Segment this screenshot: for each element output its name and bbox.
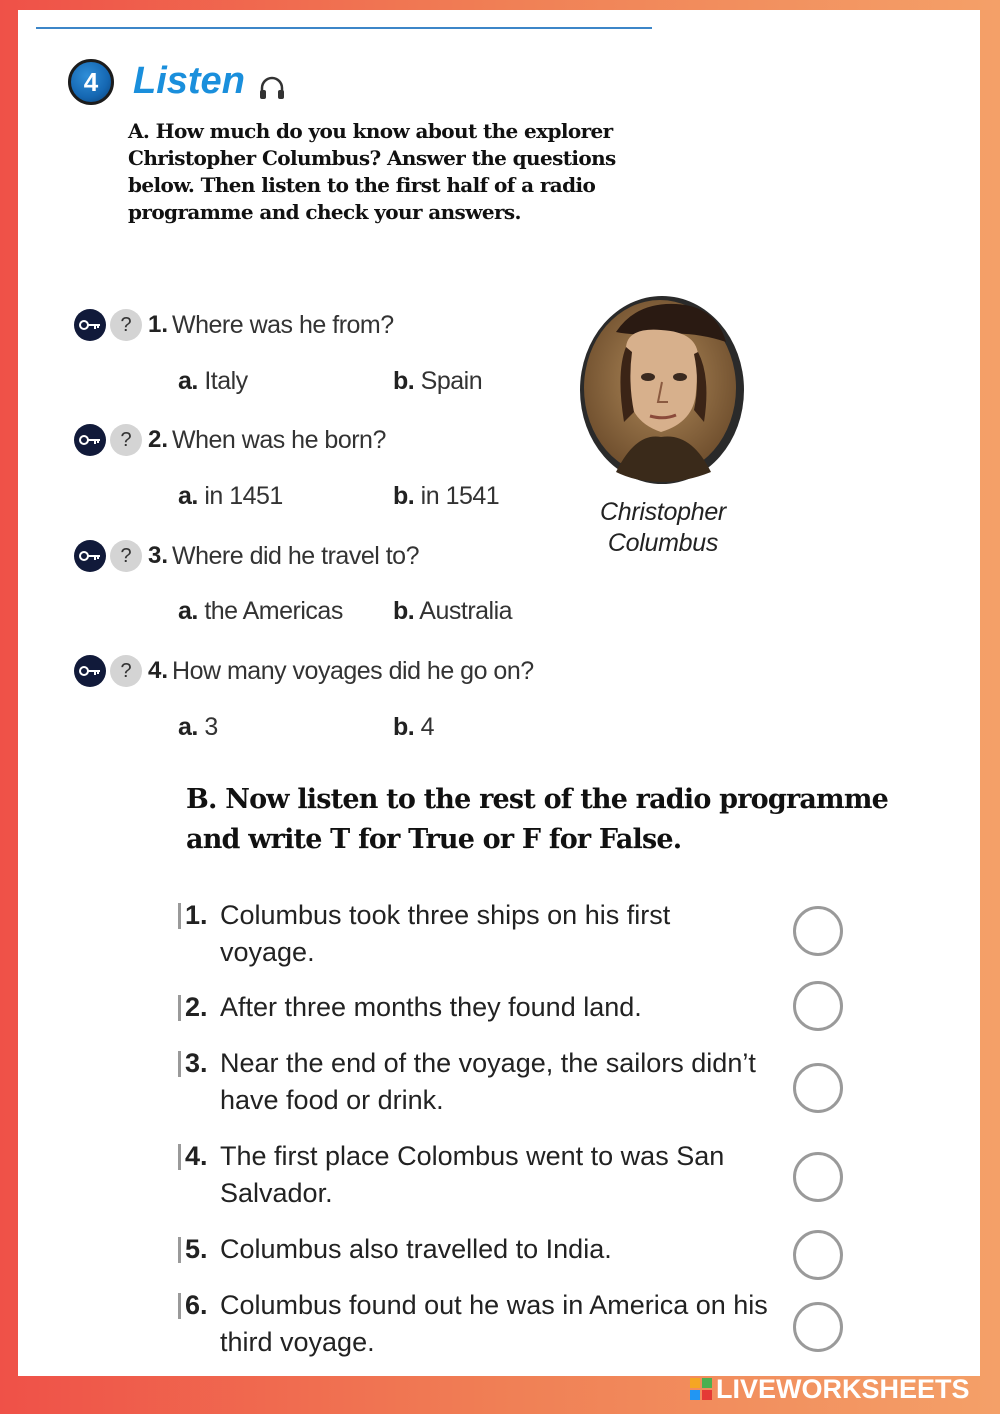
statement-number: 4. bbox=[185, 1141, 208, 1171]
statement-marker bbox=[178, 1144, 181, 1170]
liveworksheets-logo[interactable] bbox=[690, 1374, 970, 1404]
key-icon[interactable] bbox=[74, 540, 106, 572]
statement-marker bbox=[178, 1051, 181, 1077]
question-mark-icon[interactable]: ? bbox=[110, 424, 142, 456]
question-number: 4. bbox=[148, 657, 169, 684]
statement-row bbox=[178, 1138, 768, 1212]
statement-marker bbox=[178, 1293, 181, 1319]
part-b-line: and write T for True or F for False. bbox=[186, 824, 682, 855]
option-a bbox=[178, 367, 248, 396]
statement-row bbox=[178, 1231, 768, 1268]
option-text: Australia bbox=[419, 597, 513, 625]
answer-circle[interactable] bbox=[793, 981, 843, 1031]
question-text: How many voyages did he go on? bbox=[172, 656, 534, 685]
statement-text: Columbus found out he was in America on his third voyage. bbox=[220, 1290, 768, 1357]
answer-circle[interactable] bbox=[793, 1302, 843, 1352]
answer-circle[interactable] bbox=[793, 1152, 843, 1202]
option-label: a. bbox=[178, 367, 198, 395]
option-text: the Americas bbox=[204, 597, 343, 625]
question-row bbox=[74, 540, 419, 572]
option-text: Italy bbox=[204, 367, 248, 395]
statement-text: The first place Colombus went to was San Salvador. bbox=[220, 1141, 725, 1208]
statement-number: 6. bbox=[185, 1290, 208, 1320]
exercise-title: Listen bbox=[133, 60, 245, 102]
statement-row bbox=[178, 897, 768, 971]
statement-row bbox=[178, 1287, 768, 1361]
statement-row bbox=[178, 989, 768, 1026]
question-mark-icon[interactable]: ? bbox=[110, 655, 142, 687]
question-row bbox=[74, 309, 394, 341]
portrait-caption bbox=[578, 497, 748, 559]
option-text: 3 bbox=[204, 713, 218, 741]
option-text: in 1541 bbox=[420, 482, 500, 510]
caption-line: Columbus bbox=[607, 529, 719, 557]
part-b-instructions bbox=[186, 780, 926, 860]
question-text: Where was he from? bbox=[172, 310, 394, 339]
statement-text: Columbus took three ships on his first voyage. bbox=[220, 900, 671, 967]
caption-line: Christopher bbox=[600, 498, 726, 526]
statement-number: 5. bbox=[185, 1234, 208, 1264]
brand-name: LIVEWORKSHEETS bbox=[716, 1373, 970, 1404]
exercise-number-badge: 4 bbox=[68, 59, 114, 105]
key-icon[interactable] bbox=[74, 424, 106, 456]
option-b bbox=[393, 482, 499, 511]
part-b-line: B. Now listen to the rest of the radio programme bbox=[186, 784, 888, 815]
statement-row bbox=[178, 1045, 768, 1119]
option-b bbox=[393, 713, 434, 742]
headphones-icon bbox=[258, 74, 286, 102]
statement-text: After three months they found land. bbox=[220, 992, 642, 1022]
option-label: b. bbox=[393, 713, 415, 741]
statement-number: 3. bbox=[185, 1048, 208, 1078]
statement-number: 1. bbox=[185, 900, 208, 930]
worksheet-page bbox=[18, 10, 980, 1376]
key-icon[interactable] bbox=[74, 309, 106, 341]
question-text: Where did he travel to? bbox=[172, 541, 419, 570]
question-mark-icon[interactable]: ? bbox=[110, 309, 142, 341]
statement-marker bbox=[178, 1237, 181, 1263]
answer-circle[interactable] bbox=[793, 906, 843, 956]
question-number: 1. bbox=[148, 311, 169, 338]
option-label: a. bbox=[178, 482, 198, 510]
question-number: 2. bbox=[148, 426, 169, 453]
question-text: When was he born? bbox=[172, 425, 386, 454]
logo-mark-icon bbox=[690, 1378, 712, 1400]
part-a-instructions: A. How much do you know about the explorer Christopher Columbus? Answer the questions below. Then listen to the first half of a radio programme and check your answers. bbox=[128, 119, 616, 224]
statement-number: 2. bbox=[185, 992, 208, 1022]
option-a bbox=[178, 597, 343, 626]
columbus-portrait bbox=[576, 292, 756, 492]
question-row bbox=[74, 424, 386, 456]
option-label: a. bbox=[178, 597, 198, 625]
option-label: b. bbox=[393, 482, 415, 510]
question-row bbox=[74, 655, 534, 687]
question-number: 3. bbox=[148, 542, 169, 569]
option-text: 4 bbox=[420, 713, 435, 741]
option-b bbox=[393, 367, 482, 396]
key-icon[interactable] bbox=[74, 655, 106, 687]
option-a bbox=[178, 482, 283, 511]
option-text: Spain bbox=[420, 367, 483, 395]
option-label: b. bbox=[393, 597, 415, 625]
statement-marker bbox=[178, 995, 181, 1021]
statement-text: Near the end of the voyage, the sailors didn’t have food or drink. bbox=[220, 1048, 756, 1115]
statement-text: Columbus also travelled to India. bbox=[220, 1234, 612, 1264]
option-label: a. bbox=[178, 713, 198, 741]
answer-circle[interactable] bbox=[793, 1063, 843, 1113]
option-label: b. bbox=[393, 367, 415, 395]
option-b bbox=[393, 597, 512, 626]
option-text: in 1451 bbox=[204, 482, 283, 510]
top-divider bbox=[36, 27, 652, 29]
option-a bbox=[178, 713, 218, 742]
statement-marker bbox=[178, 903, 181, 929]
question-mark-icon[interactable]: ? bbox=[110, 540, 142, 572]
answer-circle[interactable] bbox=[793, 1230, 843, 1280]
